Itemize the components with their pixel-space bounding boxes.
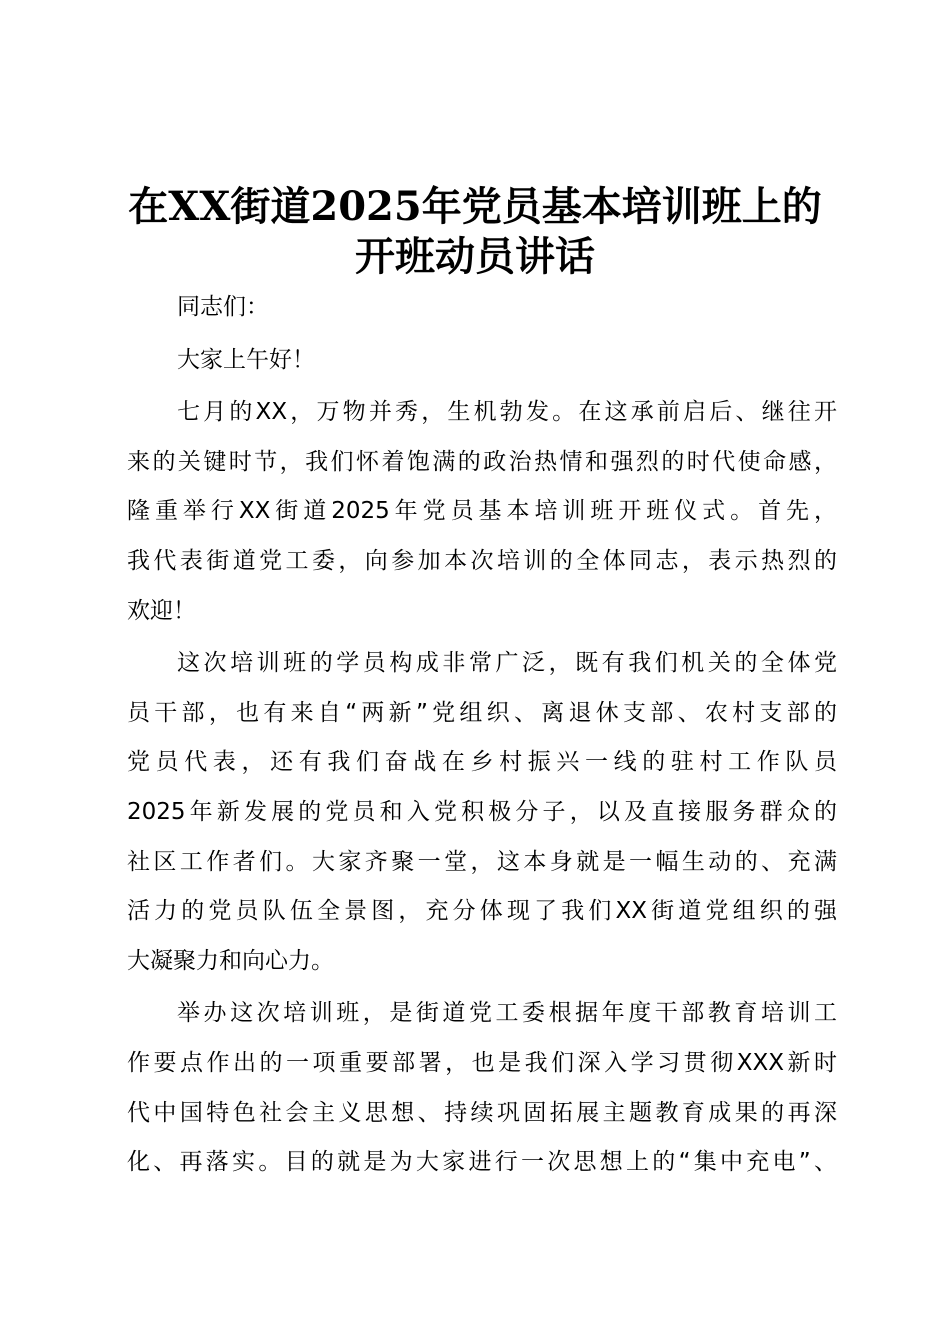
text-line: 举办这次培训班，是街道党工委根据年度干部教育培训工 <box>177 1000 837 1027</box>
text-line: 来的关键时节，我们怀着饱满的政治热情和强烈的时代使命感， <box>127 448 837 475</box>
text-line: 同志们： <box>177 294 269 320</box>
text-line: 隆重举行XX街道2025年党员基本培训班开班仪式。首先， <box>127 498 837 525</box>
text-line: 大凝聚力和向心力。 <box>127 947 334 974</box>
text-line: 大家上午好！ <box>177 346 315 373</box>
text-line: 活力的党员队伍全景图，充分体现了我们XX街道党组织的强 <box>127 898 837 925</box>
text-line: 我代表街道党工委，向参加本次培训的全体同志，表示热烈的 <box>127 547 837 574</box>
paragraph-participants <box>127 639 837 986</box>
paragraph-opening <box>127 388 837 636</box>
document-title-line-1: 在XX街道2025年党员基本培训班上的 <box>128 183 822 230</box>
text-line: 代中国特色社会主义思想、持续巩固拓展主题教育成果的再深 <box>127 1099 837 1126</box>
text-line: 欢迎！ <box>127 597 196 624</box>
text-line: 党员代表，还有我们奋战在乡村振兴一线的驻村工作队员 <box>127 749 837 776</box>
document-body <box>127 283 837 1191</box>
text-line: 化、再落实。目的就是为大家进行一次思想上的“集中充电”、 <box>127 1149 837 1176</box>
paragraph-salutation <box>127 283 837 333</box>
text-line: 这次培训班的学员构成非常广泛，既有我们机关的全体党 <box>177 650 837 677</box>
text-line: 2025年新发展的党员和入党积极分子，以及直接服务群众的 <box>127 798 837 825</box>
document-title-line-2: 开班动员讲话 <box>355 233 595 280</box>
text-line: 作要点作出的一项重要部署，也是我们深入学习贯彻XXX新时 <box>127 1049 837 1076</box>
text-line: 七月的XX，万物并秀，生机勃发。在这承前启后、继往开 <box>177 399 837 426</box>
paragraph-purpose <box>127 989 837 1187</box>
text-line: 社区工作者们。大家齐聚一堂，这本身就是一幅生动的、充满 <box>127 848 837 875</box>
text-line: 员干部，也有来自“两新”党组织、离退休支部、农村支部的 <box>127 699 837 726</box>
paragraph-greeting <box>127 336 837 386</box>
